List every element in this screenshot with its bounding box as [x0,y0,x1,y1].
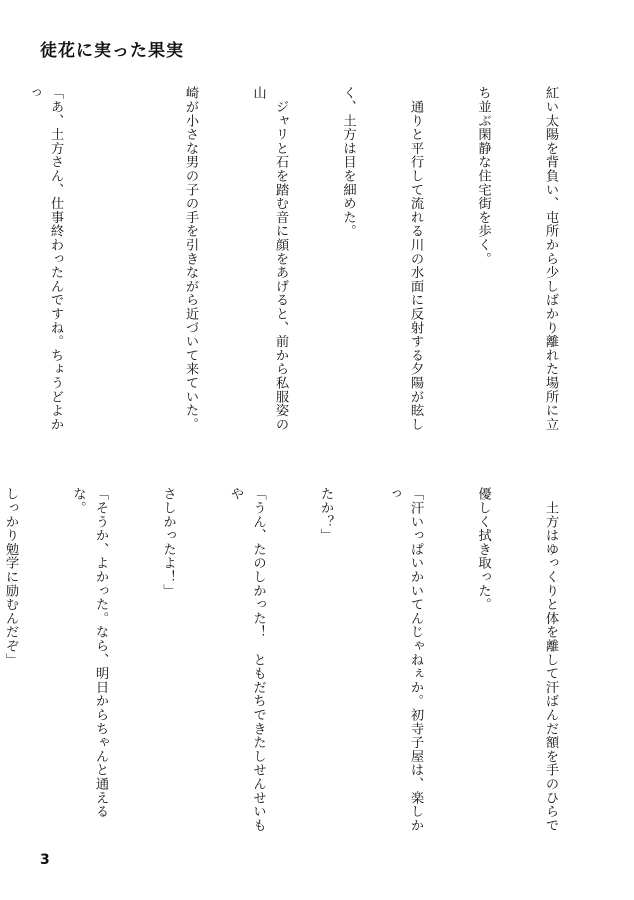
text-line: 紅い太陽を背負い、屯所から少しばかり離れた場所に立 [543,86,558,431]
page-number: 3 [40,852,50,868]
text-line: 「あ、土方さん、仕事終わったんですね。ちょうどよかっ [25,86,63,431]
text-line: たか？」 [318,487,333,543]
text-line: 通りと平行して流れる川の水面に反射する夕陽が眩し [408,86,423,431]
text-line: ジャリと石を踏む音に顔をあげると、前から私服姿の山 [250,86,288,431]
text-line: しっかり勉学に励むんだぞ」 [3,487,18,667]
upper-text-block [0,86,606,431]
text-line: 「うん、たのしかった！ ともだちできたしせんせいもや [228,487,266,832]
text-line: 土方はゆっくりと体を離して汗ばんだ額を手のひらで [543,487,558,832]
lower-text-block [0,487,606,832]
text-line: 「汗いっぱいかいてんじゃねぇか。初寺子屋は、楽しかっ [385,487,423,832]
text-line: く、土方は目を細めた。 [340,86,356,238]
text-line: さしかったよ！」 [160,487,176,598]
blank-line [111,86,134,431]
text-line: ち並ぶ閑静な住宅街を歩く。 [475,86,491,266]
text-line: 「そうか、よかった。なら、明日からちゃんと通えるな。 [70,487,108,819]
page-title: 徒花に実った果実 [40,41,184,61]
text-line: 崎が小さな男の子の手を引きながら近づいて来ていた。 [183,86,198,431]
text-line: 優しく拭き取った。 [475,487,491,612]
